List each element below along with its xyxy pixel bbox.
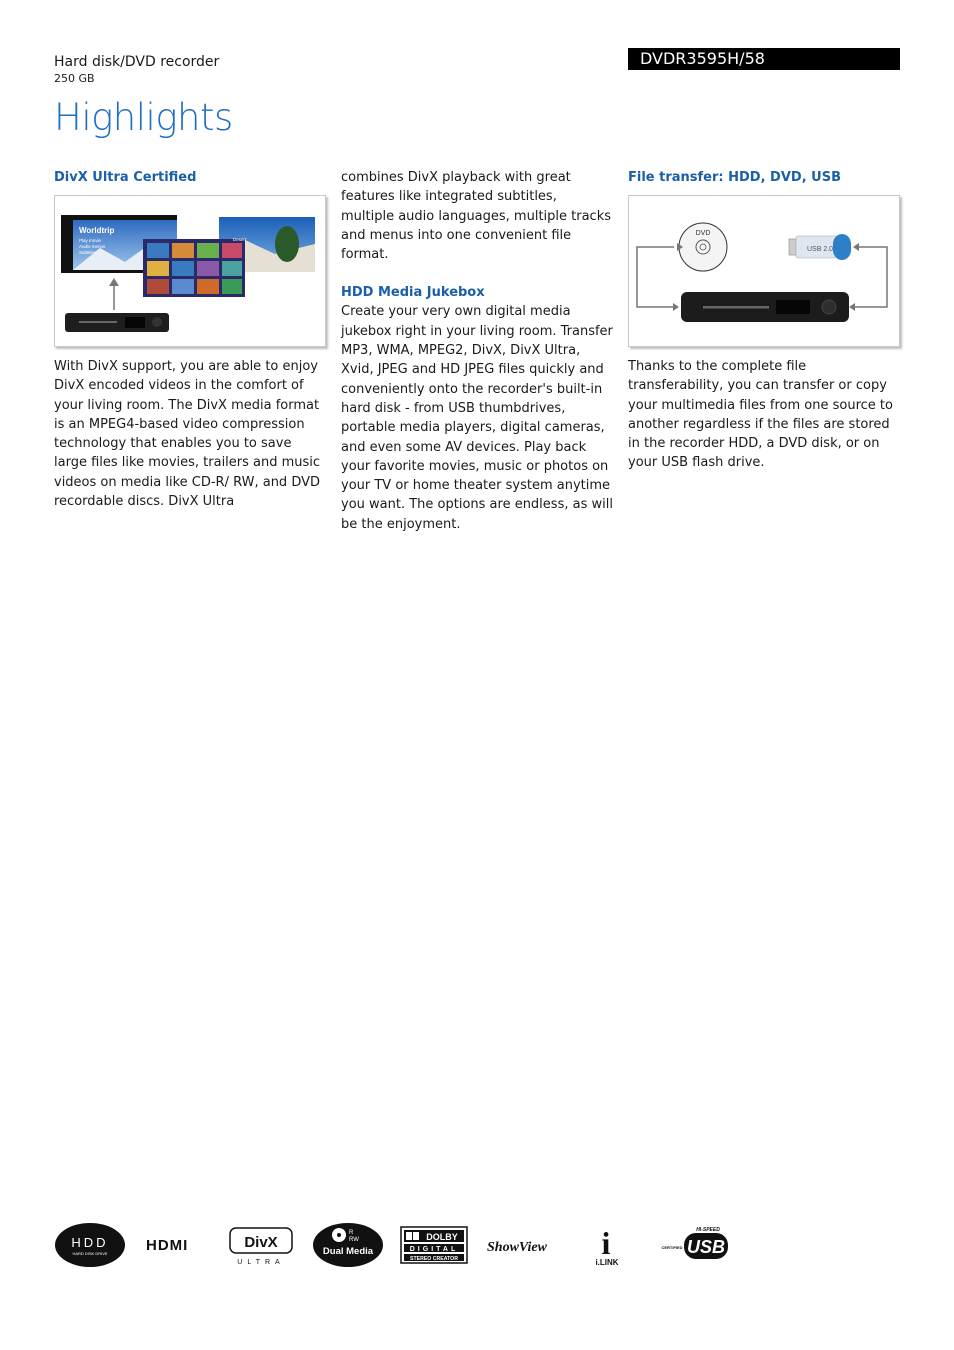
file-transfer-illustration [628, 195, 900, 347]
dolby-digital-logo [400, 1222, 470, 1268]
usb-certified-text: CERTIFIED [661, 1245, 683, 1250]
divx-thumb-label: Desert [233, 237, 247, 242]
divx-illustration [54, 195, 326, 347]
dual-media-r: R [349, 1230, 354, 1236]
hdd-logo [54, 1222, 126, 1268]
usb-logo-text: USB [686, 1237, 726, 1257]
hdmi-logo [144, 1222, 210, 1268]
model-number: DVDR3595H/58 [640, 49, 765, 68]
page-title: Highlights [54, 96, 233, 139]
dolby-digital-text: DIGITAL [409, 1246, 459, 1253]
dual-media-text: Dual Media [322, 1246, 374, 1257]
section-heading-file-transfer: File transfer: HDD, DVD, USB [628, 170, 841, 185]
divx-menu-item: Audio menus [79, 244, 106, 249]
section-heading-jukebox: HDD Media Jukebox [341, 285, 485, 301]
hdd-logo-text: HDD [71, 1235, 109, 1250]
showview-text: ShowView [487, 1240, 547, 1255]
ilink-text: i.LINK [595, 1258, 619, 1267]
product-capacity: 250 GB [54, 72, 95, 85]
section-body-jukebox: Create your very own digital media jukebox right in your living room. Transfer MP3, WMA, MPEG2, DivX, DivX Ultra, Xvid, JPEG and HD JPEG files quickly and conveniently onto the recorder's built-in hard disk - from USB thumbdrives, portable media players, digital cameras, and even some AV devices. Play back your favorite movies, music or photos on your TV or home theater system anytime you want. The options are endless, as will be the enjoyment. [341, 304, 613, 532]
section-file-transfer [628, 168, 900, 473]
dvd-disc-label: DVD [695, 230, 711, 237]
dolby-text: DOLBY [426, 1232, 458, 1242]
usb-certified-logo [660, 1222, 730, 1268]
dual-media-rw: RW [349, 1237, 359, 1243]
divx-illustration-graphic [55, 196, 325, 346]
product-subtitle: Hard disk/DVD recorder [54, 54, 220, 70]
divx-ultra-logo [228, 1222, 296, 1268]
file-transfer-graphic [629, 196, 899, 346]
section-body-file-transfer: Thanks to the complete file transferability, you can transfer or copy your multimedia files from one source to another regardless if the files are stored in the recorder HDD, a DVD disk, or on your USB flash drive. [628, 359, 893, 471]
divx-menu-item: Subtitles [79, 250, 97, 255]
hdmi-logo-text: HDMI [146, 1237, 189, 1254]
divx-screen-title: Worldtrip [79, 226, 115, 235]
model-banner [628, 48, 900, 70]
section-body-divx-continued: combines DivX playback with great features like integrated subtitles, multiple audio languages, multiple tracks and menus into one convenient file format. [341, 170, 612, 263]
divx-menu-item: Play movie [79, 238, 102, 243]
section-heading-divx: DivX Ultra Certified [54, 170, 197, 185]
section-divx [54, 168, 326, 511]
divx-ultra-text: ULTRA [237, 1259, 285, 1266]
usb-stick-label: USB 2.0 [807, 246, 834, 253]
usb-hispeed-text: HI-SPEED [696, 1227, 720, 1233]
ilink-icon-text: i [601, 1225, 611, 1261]
section-jukebox [341, 168, 613, 534]
divx-logo-text: DivX [244, 1234, 278, 1251]
dolby-stereo-text: STEREO CREATOR [410, 1256, 458, 1262]
section-body-divx: With DivX support, you are able to enjoy DivX encoded videos in the comfort of your living room. The DivX media format is an MPEG4-based video compression technology that enables you to save large files like movies, trailers and music videos on media like CD-R/ RW, and DVD recordable discs. DivX Ultra [54, 359, 321, 510]
ilink-logo [588, 1222, 628, 1268]
showview-logo [485, 1222, 559, 1268]
dual-media-logo [312, 1222, 384, 1268]
hdd-logo-subtext: HARD DISK DRIVE [72, 1251, 108, 1256]
